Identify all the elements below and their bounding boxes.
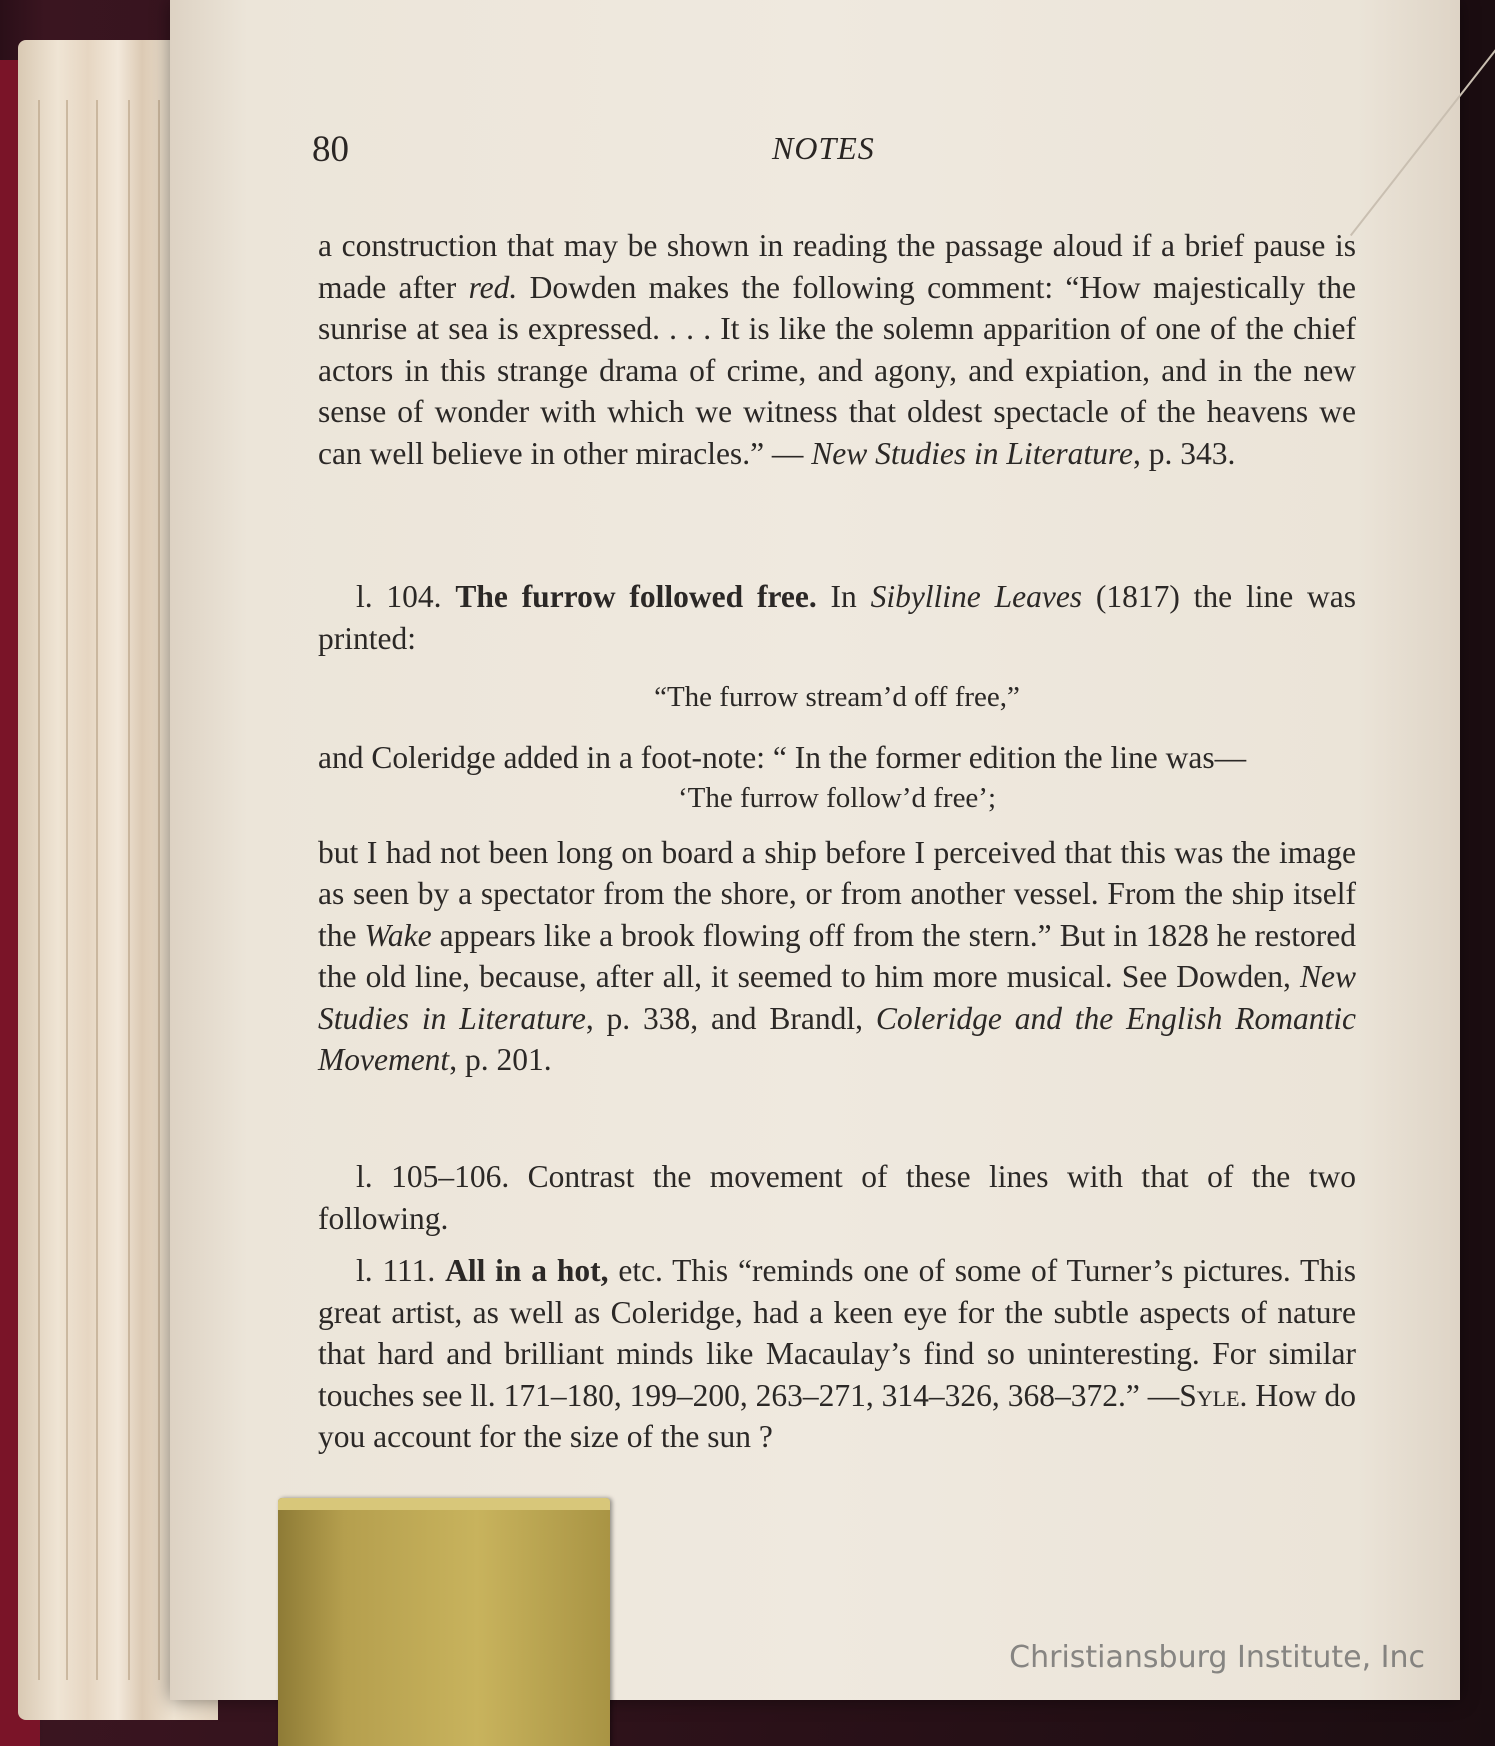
para1-italic-2: New Studies in Literature [811,435,1134,471]
note-104-text-5: appears like a brook flowing off from the stern.” But in 1828 he restored the old line, because, after all, it seemed to him more musical. See Dowden, [318,917,1356,994]
note-111-ref: l. 111. [356,1253,436,1288]
note-104-italic-1: Sibylline Leaves [870,579,1083,614]
note-104-text-6: , p. 338, and Brandl, [585,1000,876,1036]
note-104-italic-6: Coleridge and the English Romantic Movement [318,1000,1356,1077]
note-104-ref: l. 104. [356,579,442,614]
note-104-italic-5: New Studies in Literature [318,959,1356,1036]
note-104-phrase: The furrow followed free. [455,579,817,614]
watermark: Christiansburg Institute, Inc [1009,1640,1425,1675]
note-111-author: Syle. [1179,1377,1248,1413]
para1-text-1: a construction that may be shown in reading the passage aloud if a brief pause is made after [318,228,1356,305]
para1-italic-1: red. [468,269,518,305]
note-111-phrase: All in a hot, [445,1253,609,1288]
bookmark [278,1498,610,1746]
note-104-text-7: , p. 201. [449,1042,552,1077]
note-104 [318,576,1356,1081]
note-105-ref: l. 105–106. [356,1159,510,1194]
note-104-text-2: (1817) the line was printed: [318,579,1356,656]
note-111-text-2: How do you account for the size of the sun ? [318,1377,1356,1454]
page-header [312,128,1355,172]
page-number: 80 [312,129,349,170]
running-head: NOTES [772,130,875,166]
note-111-text-1: etc. This “reminds one of some of Turner’s pictures. This great artist, as well as Coleridge, had a keen eye for the subtle aspects of nature that hard and brilliant minds like Macaulay’s find so uninteresting. For similar touches see ll. 171–180, 199–200, 263–271, 314–326, 368–372.” — [318,1253,1356,1413]
note-105 [318,1156,1356,1239]
paragraph-continuation [318,225,1356,474]
para1-text-3: , p. 343. [1133,435,1236,471]
quote-2: ‘The furrow follow’d free’; [677,782,997,814]
note-104-text-1: In [816,579,871,614]
note-104-italic-4: Wake [364,917,432,953]
para1-text-2: Dowden makes the following comment: “How majestically the sunrise at sea is expressed. . . . It is like the solemn apparition of one of the chief actors in this strange drama of crime, and agony, and expiation, and in the new sense of wonder with which we witness that oldest spectacle of the heavens we can well believe in other miracles.” — [318,269,1356,471]
note-104-text-3: and Coleridge added in a foot-note: “ In the former edition the line was— [318,739,1247,775]
note-104-text-4: but I had not been long on board a ship before I perceived that this was the image as seen by a spectator from the shore, or from another vessel. From the ship itself the [318,834,1356,953]
note-111 [318,1250,1356,1458]
quote-1: “The furrow stream’d off free,” [654,681,1020,713]
note-105-text: Contrast the movement of these lines with that of the two following. [318,1159,1356,1236]
